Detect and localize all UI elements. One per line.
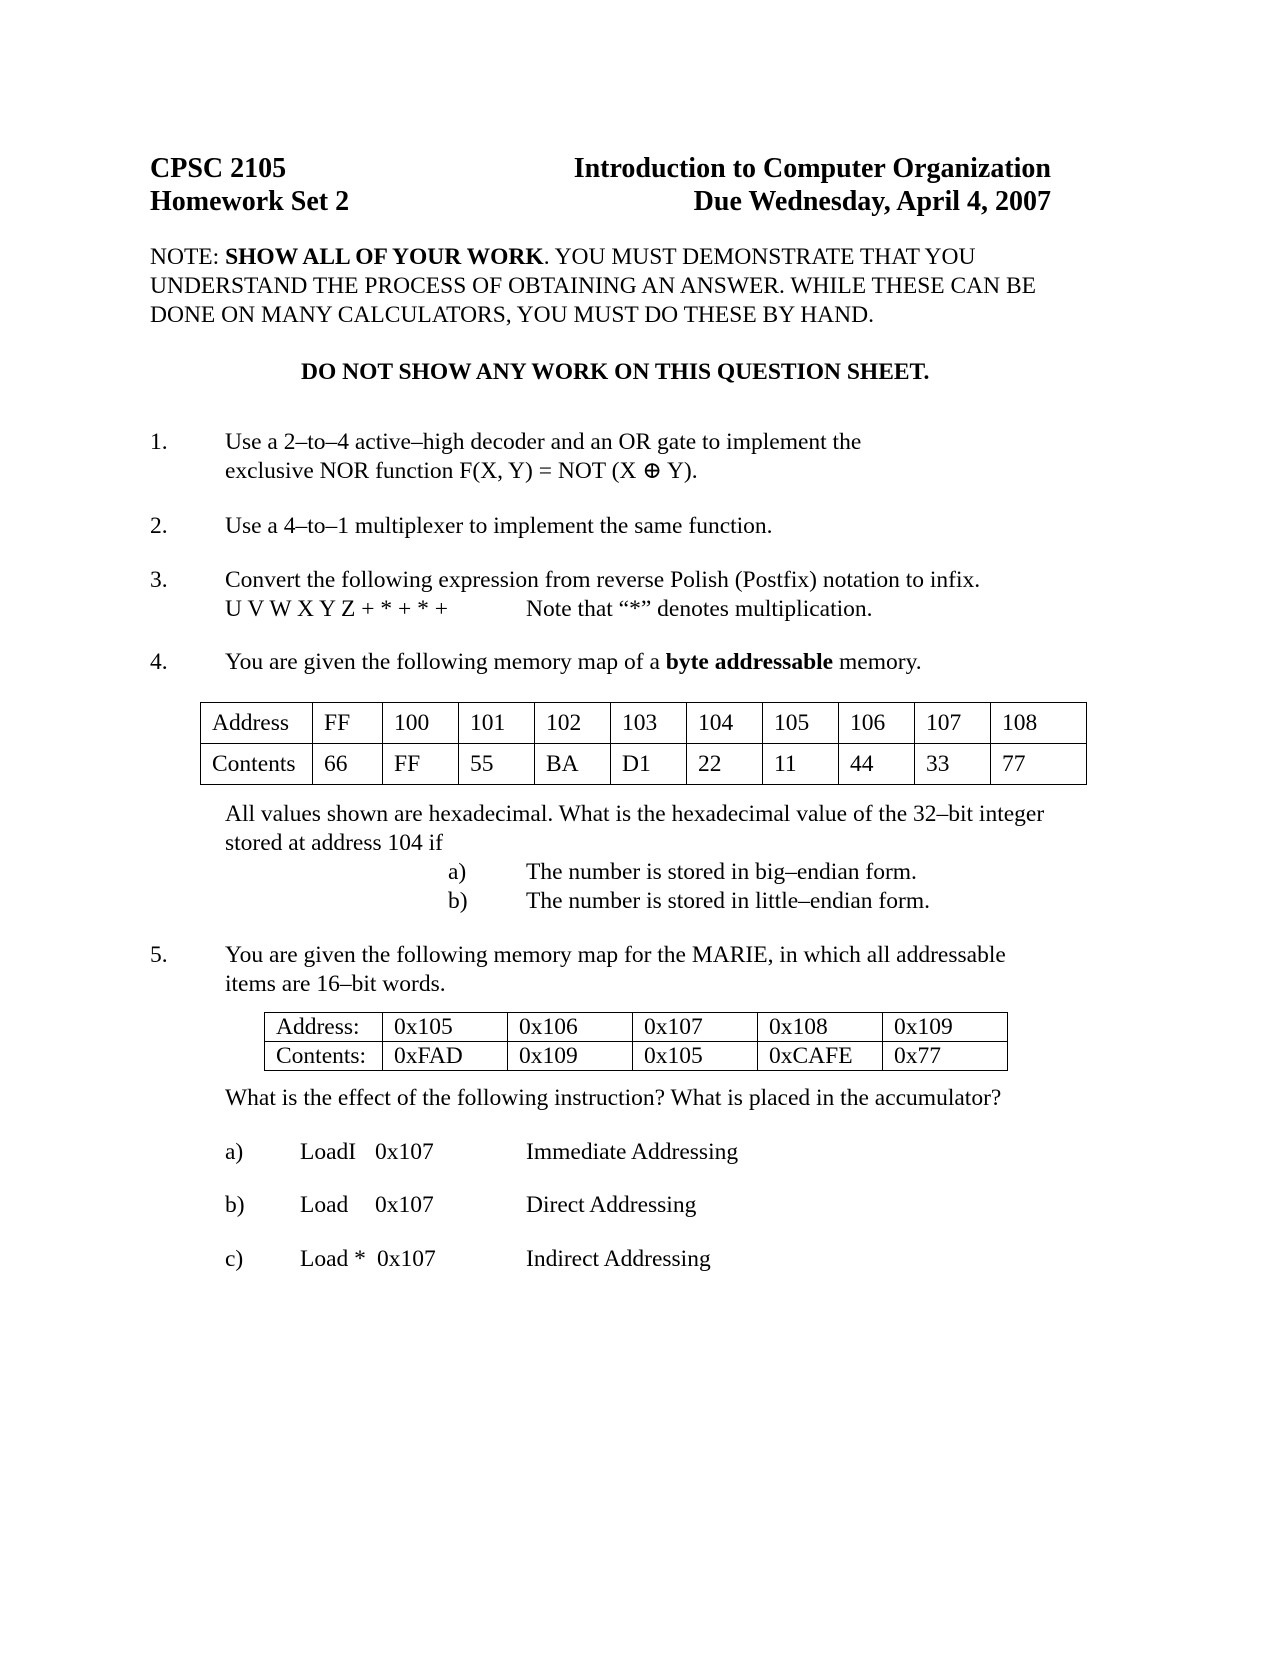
q5-item-a-label: a) <box>225 1139 244 1165</box>
contents-cell: 77 <box>991 744 1087 785</box>
q5-item-b-operand: 0x107 <box>375 1192 434 1218</box>
table-row-address <box>201 703 1087 744</box>
address-cell: 0x107 <box>633 1013 758 1042</box>
note-line-3: DONE ON MANY CALCULATORS, YOU MUST DO THESE BY HAND. <box>150 302 874 328</box>
q4-b-label: b) <box>448 888 468 914</box>
q4-intro-post: memory. <box>833 649 922 675</box>
address-label-cell: Address: <box>265 1013 383 1042</box>
q4-text-2: stored at address 104 if <box>225 830 443 856</box>
address-cell: 0x108 <box>758 1013 883 1042</box>
q5-item-c-operand: 0x107 <box>377 1246 436 1272</box>
q4-intro-pre: You are given the following memory map of a <box>225 649 666 675</box>
address-cell: 0x106 <box>508 1013 633 1042</box>
note-line-1 <box>150 243 975 272</box>
contents-cell: 0x77 <box>883 1042 1008 1071</box>
contents-cell: 0xFAD <box>383 1042 508 1071</box>
contents-cell: 44 <box>839 744 915 785</box>
q4-text-1: All values shown are hexadecimal. What is the hexadecimal value of the 32–bit integer <box>225 801 1045 827</box>
contents-label-cell: Contents <box>201 744 313 785</box>
address-cell: 107 <box>915 703 991 744</box>
due-date: Due Wednesday, April 4, 2007 <box>693 186 1051 217</box>
q5-number: 5. <box>150 942 168 968</box>
address-cell: 100 <box>383 703 459 744</box>
contents-cell: 22 <box>687 744 763 785</box>
contents-cell: 0x105 <box>633 1042 758 1071</box>
address-cell: FF <box>313 703 383 744</box>
address-cell: 101 <box>459 703 535 744</box>
q1-line-1: Use a 2–to–4 active–high decoder and an OR gate to implement the <box>225 429 862 455</box>
contents-cell: 55 <box>459 744 535 785</box>
q5-item-c-label: c) <box>225 1246 244 1272</box>
address-cell: 105 <box>763 703 839 744</box>
note-emphasis: SHOW ALL OF YOUR WORK <box>225 244 544 270</box>
address-cell: 104 <box>687 703 763 744</box>
address-cell: 106 <box>839 703 915 744</box>
contents-cell: 11 <box>763 744 839 785</box>
course-title: Introduction to Computer Organization <box>573 153 1051 184</box>
q3-expression: U V W X Y Z + * + * + <box>225 596 448 622</box>
table-row-address <box>265 1013 1008 1042</box>
note-prefix: NOTE: <box>150 244 226 270</box>
q5-item-b-mode: Direct Addressing <box>526 1192 697 1218</box>
q5-item-c-instr: Load * <box>300 1246 366 1272</box>
address-label-cell: Address <box>201 703 313 744</box>
q4-intro <box>225 648 922 677</box>
note-line-1-rest: . YOU MUST DEMONSTRATE THAT YOU <box>543 244 976 270</box>
q2-line-1: Use a 4–to–1 multiplexer to implement the same function. <box>225 513 773 539</box>
contents-cell: 66 <box>313 744 383 785</box>
q4-intro-bold: byte addressable <box>665 649 834 675</box>
contents-cell: D1 <box>611 744 687 785</box>
q4-number: 4. <box>150 649 168 675</box>
table-row-contents <box>201 744 1087 785</box>
course-code: CPSC 2105 <box>150 153 287 184</box>
q3-number: 3. <box>150 567 168 593</box>
contents-cell: 0xCAFE <box>758 1042 883 1071</box>
address-cell: 102 <box>535 703 611 744</box>
address-cell: 0x109 <box>883 1013 1008 1042</box>
contents-label-cell: Contents: <box>265 1042 383 1071</box>
address-cell: 103 <box>611 703 687 744</box>
contents-cell: FF <box>383 744 459 785</box>
q4-a-text: The number is stored in big–endian form. <box>526 859 917 885</box>
contents-cell: 0x109 <box>508 1042 633 1071</box>
q5-item-c-mode: Indirect Addressing <box>526 1246 711 1272</box>
q1-line-2: exclusive NOR function F(X, Y) = NOT (X ⊕ Y). <box>225 458 698 484</box>
contents-cell: 33 <box>915 744 991 785</box>
q2-number: 2. <box>150 513 168 539</box>
q5-line-2: items are 16–bit words. <box>225 971 446 997</box>
q4-b-text: The number is stored in little–endian form. <box>526 888 930 914</box>
q5-item-a-mode: Immediate Addressing <box>526 1139 739 1165</box>
note-line-2: UNDERSTAND THE PROCESS OF OBTAINING AN ANSWER. WHILE THESE CAN BE <box>150 273 1037 299</box>
q3-line-1: Convert the following expression from reverse Polish (Postfix) notation to infix. <box>225 567 981 593</box>
q5-line-1: You are given the following memory map for the MARIE, in which all addressable <box>225 942 1006 968</box>
q5-question: What is the effect of the following instruction? What is placed in the accumulator? <box>225 1085 1002 1111</box>
q5-item-b-label: b) <box>225 1192 245 1218</box>
warning-text: DO NOT SHOW ANY WORK ON THIS QUESTION SHEET. <box>301 359 930 385</box>
byte-memory-table <box>200 702 1087 785</box>
q5-item-a-instr: LoadI <box>300 1139 357 1165</box>
q4-a-label: a) <box>448 859 467 885</box>
address-cell: 108 <box>991 703 1087 744</box>
q5-item-a-operand: 0x107 <box>375 1139 434 1165</box>
q5-item-b-instr: Load <box>300 1192 349 1218</box>
q3-note: Note that “*” denotes multiplication. <box>526 596 873 622</box>
marie-memory-table <box>264 1012 1008 1071</box>
table-row-contents <box>265 1042 1008 1071</box>
assignment-title: Homework Set 2 <box>150 186 350 217</box>
q1-number: 1. <box>150 429 168 455</box>
contents-cell: BA <box>535 744 611 785</box>
address-cell: 0x105 <box>383 1013 508 1042</box>
